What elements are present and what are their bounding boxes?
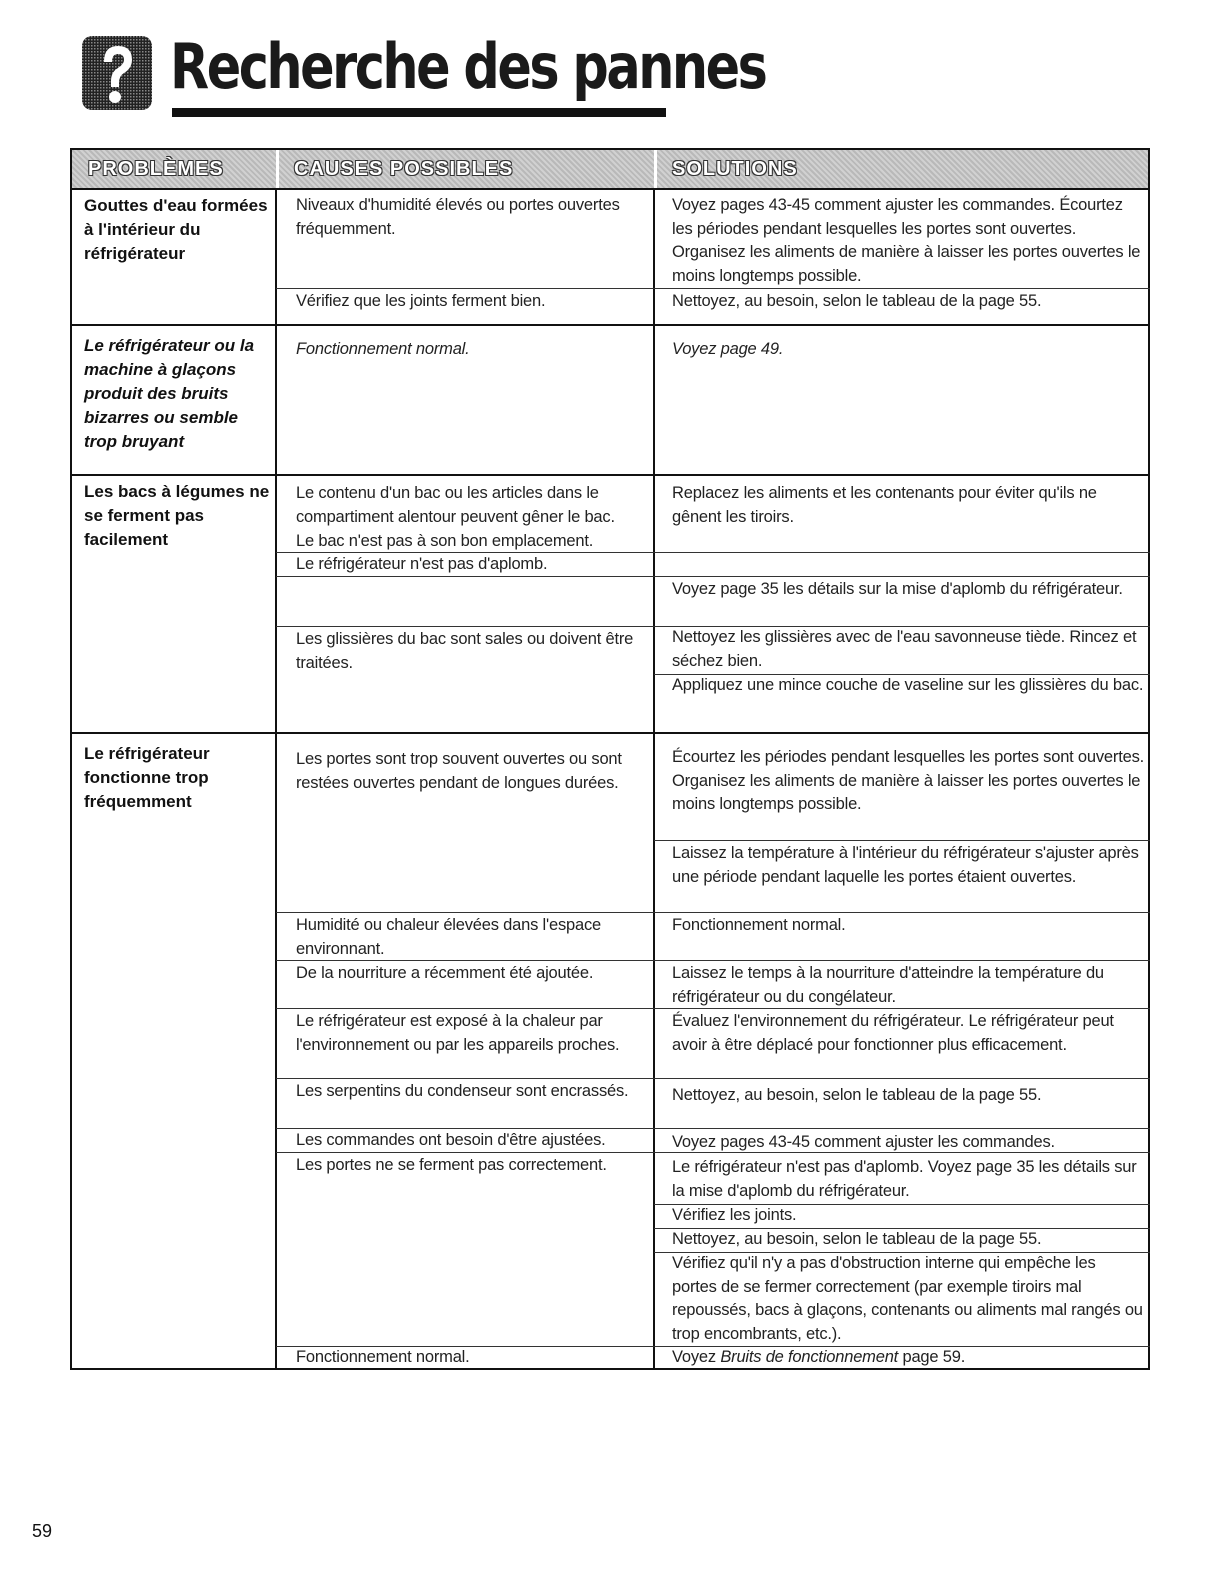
solution-cell: Laissez la température à l'intérieur du réfrigérateur s'ajuster après une période pendant laquelle les portes étaient ouvertes. <box>672 844 1139 886</box>
row-divider <box>276 1152 1150 1153</box>
cause-cell: Le réfrigérateur n'est pas d'aplomb. <box>296 555 548 573</box>
table-border-right <box>1148 188 1150 1370</box>
solution-cell: Nettoyez, au besoin, selon le tableau de la page 55. <box>672 292 1042 310</box>
problem-crisper-drawers: Les bacs à légumes ne se ferment pas facilement <box>84 482 270 549</box>
solution-cell: Nettoyez, au besoin, selon le tableau de la page 55. <box>672 1230 1042 1248</box>
row-divider <box>276 960 1150 961</box>
page-title: Recherche des pannes <box>170 30 766 103</box>
header-causes: CAUSES POSSIBLES <box>294 158 514 180</box>
column-divider <box>275 188 277 1370</box>
row-divider <box>276 1008 1150 1009</box>
solution-cell: Voyez page 49. <box>672 340 784 358</box>
row-divider <box>276 1078 1150 1079</box>
section-divider <box>70 324 1150 326</box>
page-header <box>82 30 766 118</box>
troubleshooting-table <box>70 148 1150 1370</box>
page-number: 59 <box>32 1521 53 1541</box>
table-header-row <box>70 148 1150 190</box>
problem-water-drops: Gouttes d'eau formées à l'intérieur du réfrigérateur <box>84 196 268 263</box>
row-divider <box>276 912 1150 913</box>
solution-cell: Appliquez une mince couche de vaseline sur les glissières du bac. <box>672 676 1144 694</box>
title-underline <box>172 108 666 117</box>
section-divider <box>70 474 1150 476</box>
question-mark-icon <box>82 36 152 110</box>
cause-cell: Les portes ne se ferment pas correctement. <box>296 1156 607 1174</box>
cause-cell: Le réfrigérateur est exposé à la chaleur par l'environnement ou par les appareils proches. <box>296 1012 620 1054</box>
cause-cell: Le bac n'est pas à son bon emplacement. <box>296 532 594 550</box>
row-divider <box>276 288 1150 289</box>
solution-cell <box>672 1346 1144 1370</box>
solution-cell: Laissez le temps à la nourriture d'atteindre la température du réfrigérateur ou du congélateur. <box>672 964 1104 1006</box>
solution-cell: Le réfrigérateur n'est pas d'aplomb. Voyez page 35 les détails sur la mise d'aplomb du réfrigérateur. <box>672 1158 1137 1200</box>
cause-cell: Les glissières du bac sont sales ou doivent être traitées. <box>296 630 634 672</box>
cause-cell: De la nourriture a récemment été ajoutée. <box>296 964 594 982</box>
solution-cell: Nettoyez, au besoin, selon le tableau de la page 55. <box>672 1086 1042 1104</box>
solution-prefix: Voyez <box>672 1348 721 1366</box>
cause-cell: Vérifiez que les joints ferment bien. <box>296 292 546 310</box>
problem-noises: Le réfrigérateur ou la machine à glaçons produit des bruits bizarres ou semble trop bruyant <box>84 336 255 451</box>
solution-cell: Écourtez les périodes pendant lesquelles les portes sont ouvertes. Organisez les aliments de manière à laisser les portes ouvertes le moins longtemps possible. <box>672 748 1145 813</box>
solution-cell: Nettoyez les glissières avec de l'eau savonneuse tiède. Rincez et séchez bien. <box>672 628 1137 670</box>
solution-cell: Fonctionnement normal. <box>672 916 846 934</box>
solution-cell: Voyez pages 43-45 comment ajuster les commandes. Écourtez les périodes pendant lesquelles les portes sont ouvertes. Organisez les aliments de manière à laisser les portes ouvertes le moins longtemps possible. <box>672 196 1141 285</box>
solution-cell: Voyez pages 43-45 comment ajuster les commandes. <box>672 1133 1055 1151</box>
column-divider <box>653 188 655 1370</box>
cause-cell: Le contenu d'un bac ou les articles dans le compartiment alentour peuvent gêner le bac. <box>296 484 615 526</box>
row-divider <box>654 840 1150 841</box>
table-border-left <box>70 188 72 1370</box>
section-divider <box>70 732 1150 734</box>
solution-cell: Voyez page 35 les détails sur la mise d'aplomb du réfrigérateur. <box>672 580 1123 598</box>
solution-suffix: page 59. <box>898 1348 966 1366</box>
header-solutions: SOLUTIONS <box>672 158 798 180</box>
cause-cell: Fonctionnement normal. <box>296 340 470 358</box>
solution-italic-ref: Bruits de fonctionnement <box>720 1348 899 1366</box>
header-problems: PROBLÈMES <box>88 158 224 180</box>
solution-cell: Vérifiez qu'il n'y a pas d'obstruction interne qui empêche les portes de se fermer correctement (par exemple tiroirs mal repoussés, bacs à glaçons, contenants ou aliments mal rangés ou trop encombrants, etc.). <box>672 1254 1143 1343</box>
solution-cell: Évaluez l'environnement du réfrigérateur. Le réfrigérateur peut avoir à être déplacé pour fonctionner plus efficacement. <box>672 1012 1114 1054</box>
problem-runs-too-often: Le réfrigérateur fonctionne trop fréquemment <box>84 744 210 811</box>
cause-cell: Les commandes ont besoin d'être ajustées. <box>296 1131 606 1149</box>
cause-cell: Fonctionnement normal. <box>296 1348 470 1366</box>
cause-cell: Les serpentins du condenseur sont encrassés. <box>296 1082 629 1100</box>
solution-cell: Replacez les aliments et les contenants pour éviter qu'ils ne gênent les tiroirs. <box>672 484 1097 526</box>
cause-cell: Niveaux d'humidité élevés ou portes ouvertes fréquemment. <box>296 196 620 238</box>
cause-cell: Les portes sont trop souvent ouvertes ou sont restées ouvertes pendant de longues durées. <box>296 750 622 792</box>
cause-cell: Humidité ou chaleur élevées dans l'espace environnant. <box>296 916 601 958</box>
solution-cell: Vérifiez les joints. <box>672 1206 797 1224</box>
